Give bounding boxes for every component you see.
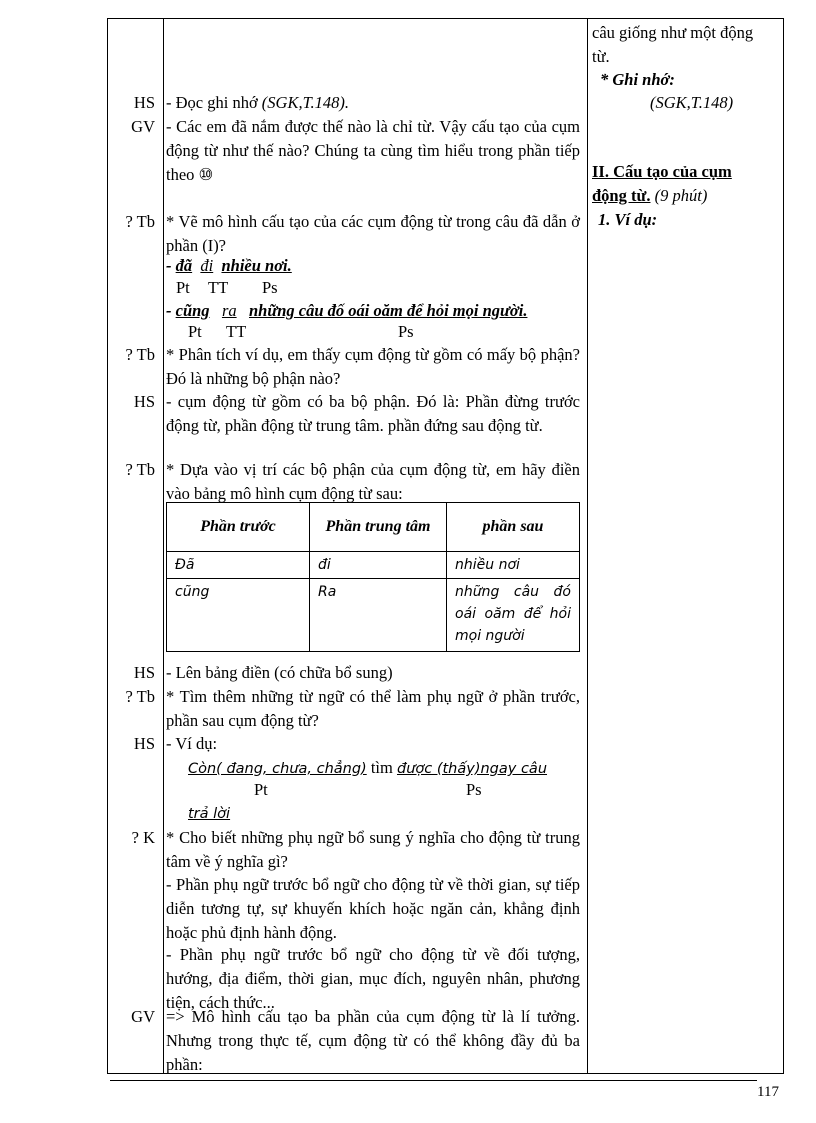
table-header: Phần trung tâm (310, 503, 447, 552)
column-divider-right (587, 19, 588, 1073)
table-header: phần sau (447, 503, 580, 552)
example-3: Còn( đang, chưa, chẳng) tìm được (thấy)ngay câu (188, 758, 548, 777)
table-cell: những câu đó oái oăm để hỏi mọi người (447, 579, 580, 652)
teacher-conclusion: => Mô hình cấu tạo ba phần của cụm động từ là lí tưởng. Nhưng trong thực tế, cụm động từ có thể không đầy đủ ba phần: (166, 1007, 580, 1074)
table-cell: Ra (310, 579, 447, 652)
question-analyze: * Phân tích ví dụ, em thấy cụm động từ gồm có mấy bộ phận? Đó là những bộ phận nào? (166, 345, 580, 388)
model-table (166, 502, 580, 652)
table-cell: cũng (167, 579, 310, 652)
teacher-intro: - Các em đã nắm được thế nào là chỉ từ. Vậy cấu tạo của cụm động từ như thế nào? Chúng ta cùng tìm hiểu trong phần tiếp theo ⑩ (166, 117, 580, 184)
example-1-label-tt: TT (208, 278, 229, 297)
table-row (167, 579, 580, 652)
example-2: - cũng ra những câu đố oái oăm để hỏi mọi người. (166, 301, 528, 320)
example-2-label-tt: TT (226, 322, 247, 341)
role-tag: ? Tb (125, 687, 155, 706)
section-title: II. Cấu tạo của cụm (592, 162, 732, 181)
example-1-label-pt: Pt (176, 278, 190, 297)
example-3-continuation: trả lời (188, 806, 231, 822)
role-tag: ? Tb (125, 345, 155, 364)
subsection-title: 1. Ví dụ: (598, 210, 658, 229)
page-number: 117 (757, 1084, 779, 1100)
table-cell: Đã (167, 552, 310, 579)
summary-reference: (SGK,T.148) (650, 93, 734, 112)
role-tag: HS (133, 93, 155, 112)
summary-label: * Ghi nhớ: (600, 70, 675, 89)
role-tag: ? Tb (125, 212, 155, 231)
column-divider-left (163, 19, 164, 1073)
answer-front-modifiers: - Phần phụ ngữ trước bổ ngữ cho động từ về thời gian, sự tiếp diễn tương tự, sự khuyến khích hoặc ngăn cản, khẳng định hoặc phủ định hành động. (166, 875, 580, 942)
question-find-words: * Tìm thêm những từ ngữ có thể làm phụ ngữ ở phần trước, phần sau cụm động từ? (166, 687, 580, 730)
role-tag: HS (133, 392, 155, 411)
read-summary-line: - Đọc ghi nhớ (SGK,T.148). (166, 93, 350, 112)
table-row (167, 552, 580, 579)
role-tag: HS (133, 663, 155, 682)
question-draw-model: * Vẽ mô hình cấu tạo của các cụm động từ trong câu đã dẫn ở phần (I)? (166, 212, 580, 255)
section-title-line-2: động từ. (9 phút) (592, 186, 708, 205)
role-tag: GV (131, 117, 155, 136)
example-3-label-ps: Ps (466, 780, 482, 799)
example-1: - đã đi nhiều nơi. (166, 256, 292, 275)
table-cell: nhiều nơi (447, 552, 580, 579)
question-meaning: * Cho biết những phụ ngữ bổ sung ý nghĩa cho động từ trung tâm về ý nghĩa gì? (166, 828, 580, 871)
example-2-label-ps: Ps (398, 322, 414, 341)
question-fill-table: * Dựa vào vị trí các bộ phận của cụm động từ, em hãy điền vào bảng mô hình cụm động từ sau: (166, 460, 580, 503)
example-intro: - Ví dụ: (166, 734, 218, 753)
footer-rule (110, 1080, 757, 1081)
example-1-label-ps: Ps (262, 278, 278, 297)
answer-three-parts: - cụm động từ gồm có ba bộ phận. Đó là: Phần đừng trước động từ, phần động từ trung tâm. phần đứng sau động từ. (166, 392, 580, 435)
note-line: câu giống như một động (592, 23, 754, 42)
example-2-label-pt: Pt (188, 322, 202, 341)
role-tag: ? K (131, 828, 155, 847)
table-cell: đi (310, 552, 447, 579)
role-tag: ? Tb (125, 460, 155, 479)
answer-back-modifiers: - Phần phụ ngữ trước bổ ngữ cho động từ về đối tượng, hướng, địa điểm, thời gian, mục đích, nguyên nhân, phương tiện, cách thức... (166, 945, 580, 1012)
role-tag: GV (131, 1007, 155, 1026)
note-line: từ. (592, 47, 610, 66)
table-header: Phần trước (167, 503, 310, 552)
example-3-label-pt: Pt (254, 780, 268, 799)
answer-board: - Lên bảng điền (có chữa bổ sung) (166, 663, 393, 682)
role-tag: HS (133, 734, 155, 753)
